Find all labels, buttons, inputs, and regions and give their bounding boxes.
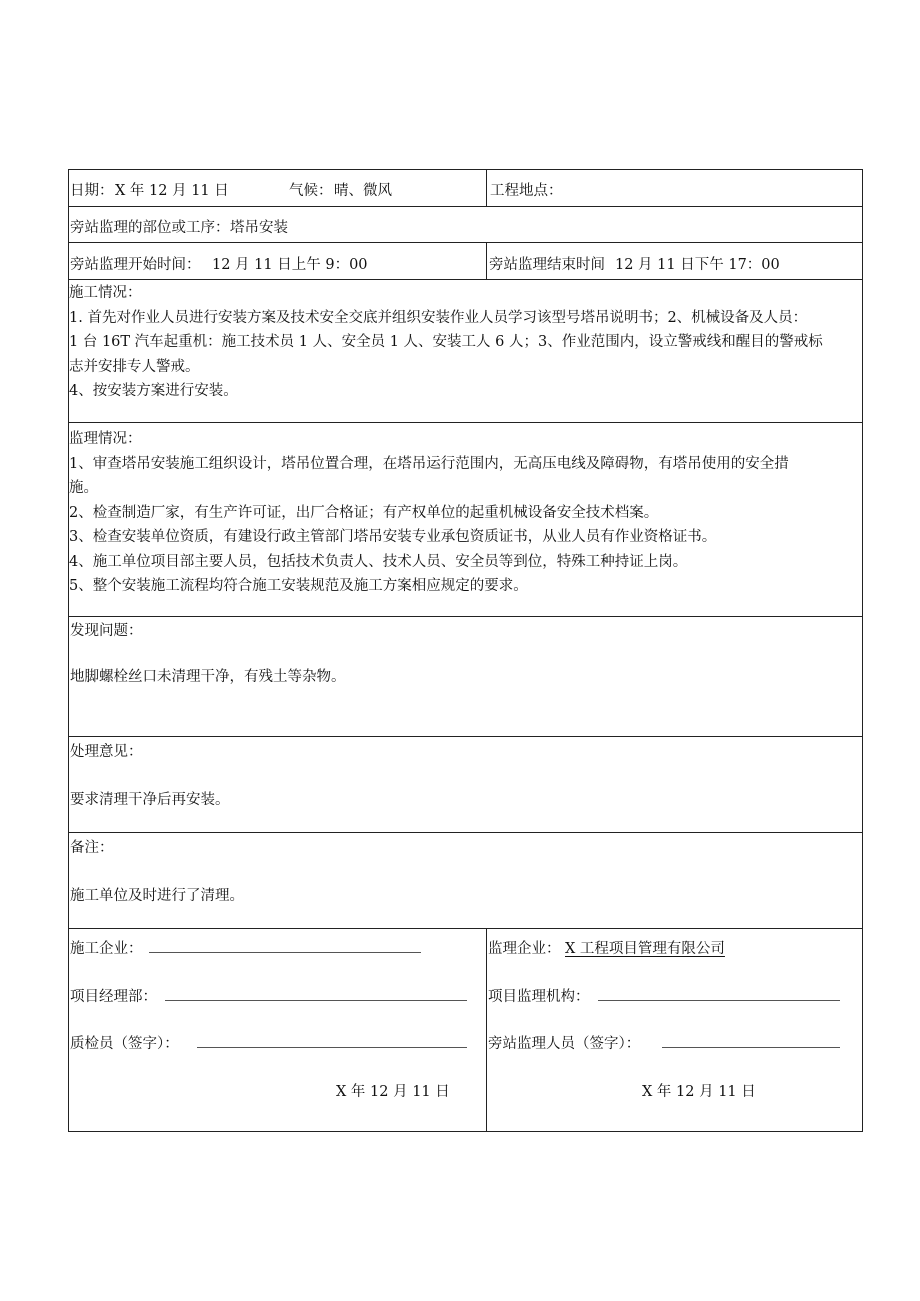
contractor-company-line[interactable] <box>149 937 421 953</box>
construction-line: 1. 首先对作业人员进行安装方案及技术安全交底并组织安装作业人员学习该型号塔吊说明书；2、机械设备及人员： <box>69 309 808 326</box>
date-value: X 年 12 月 11 日 <box>115 183 229 199</box>
supervision-section <box>69 427 856 599</box>
remarks-text: 施工单位及时进行了清理。 <box>70 888 244 904</box>
part-value: 塔吊安装 <box>230 220 288 236</box>
supervision-row <box>69 423 862 617</box>
supervision-org-line[interactable] <box>598 985 840 1001</box>
supervisor-person-label: 旁站监理人员（签字）： <box>488 1036 641 1052</box>
contractor-date: X 年 12 月 11 日 <box>336 1084 450 1100</box>
remarks-title: 备注： <box>70 840 114 856</box>
contractor-company-label: 施工企业： <box>70 941 143 957</box>
supervisor-date: X 年 12 月 11 日 <box>642 1084 756 1100</box>
supervision-title: 监理情况： <box>69 431 142 447</box>
supervisor-signature-line[interactable] <box>662 1032 840 1048</box>
remarks-row <box>69 833 862 929</box>
end-time-label: 旁站监理结束时间 <box>489 257 605 273</box>
date-label: 日期： <box>70 183 114 199</box>
header-divider <box>486 170 487 206</box>
construction-section <box>69 281 856 404</box>
signature-divider <box>486 929 487 1132</box>
opinion-row <box>69 737 862 833</box>
supervision-line: 5、整个安装施工流程均符合施工安装规范及施工方案相应规定的要求。 <box>69 578 528 594</box>
supervision-line: 4、施工单位项目部主要人员，包括技术负责人、技术人员、安全员等到位，特殊工种持证上岗。 <box>69 553 688 570</box>
part-label: 旁站监理的部位或工序： <box>70 220 230 236</box>
supervisor-company-label: 监理企业： <box>488 941 561 957</box>
project-dept-line[interactable] <box>165 985 467 1001</box>
supervision-line: 施。 <box>69 480 98 496</box>
supervision-line: 2、检查制造厂家，有生产许可证，出厂合格证；有产权单位的起重机械设备安全技术档案。 <box>69 504 659 521</box>
problems-text: 地脚螺栓丝口未清理干净，有残土等杂物。 <box>70 669 346 685</box>
supervision-line: 3、检查安装单位资质，有建设行政主管部门塔吊安装专业承包资质证书，从业人员有作业资格证书。 <box>69 529 717 545</box>
opinion-text: 要求清理干净后再安装。 <box>70 792 230 808</box>
problems-title: 发现问题： <box>70 623 143 639</box>
time-divider <box>486 243 487 279</box>
header-row <box>69 170 862 207</box>
opinion-title: 处理意见： <box>70 744 143 760</box>
start-time-value: 12 月 11 日上午 9：00 <box>212 257 368 273</box>
location-label: 工程地点： <box>490 183 563 199</box>
inspector-signature-line[interactable] <box>197 1032 467 1048</box>
supervision-org-label: 项目监理机构： <box>488 989 590 1005</box>
time-row <box>69 243 862 280</box>
start-time-label: 旁站监理开始时间： <box>70 257 201 273</box>
weather-value: 晴、微风 <box>334 183 392 199</box>
supervision-line: 1、审查塔吊安装施工组织设计，塔吊位置合理，在塔吊运行范围内，无高压电线及障碍物，有塔吊使用的安全措 <box>69 455 789 472</box>
construction-line: 志并安排专人警戒。 <box>69 358 200 375</box>
construction-line: 4、按安装方案进行安装。 <box>69 383 238 399</box>
construction-line: 1 台 16T 汽车起重机：施工技术员 1 人、安全员 1 人、安装工人 6 人；3、作业范围内，设立警戒线和醒目的警戒标 <box>69 334 823 350</box>
end-time-value: 12 月 11 日下午 17：00 <box>615 257 780 273</box>
project-dept-label: 项目经理部： <box>70 989 157 1005</box>
part-row <box>69 207 862 243</box>
supervisor-company-value: X 工程项目管理有限公司 <box>565 941 725 957</box>
construction-row <box>69 280 862 423</box>
inspector-label: 质检员（签字）： <box>70 1036 179 1052</box>
supervision-record-table <box>68 169 863 1132</box>
problems-row <box>69 617 862 737</box>
construction-title: 施工情况： <box>69 285 142 301</box>
signature-row <box>69 929 862 1132</box>
weather-label: 气候： <box>289 183 333 199</box>
